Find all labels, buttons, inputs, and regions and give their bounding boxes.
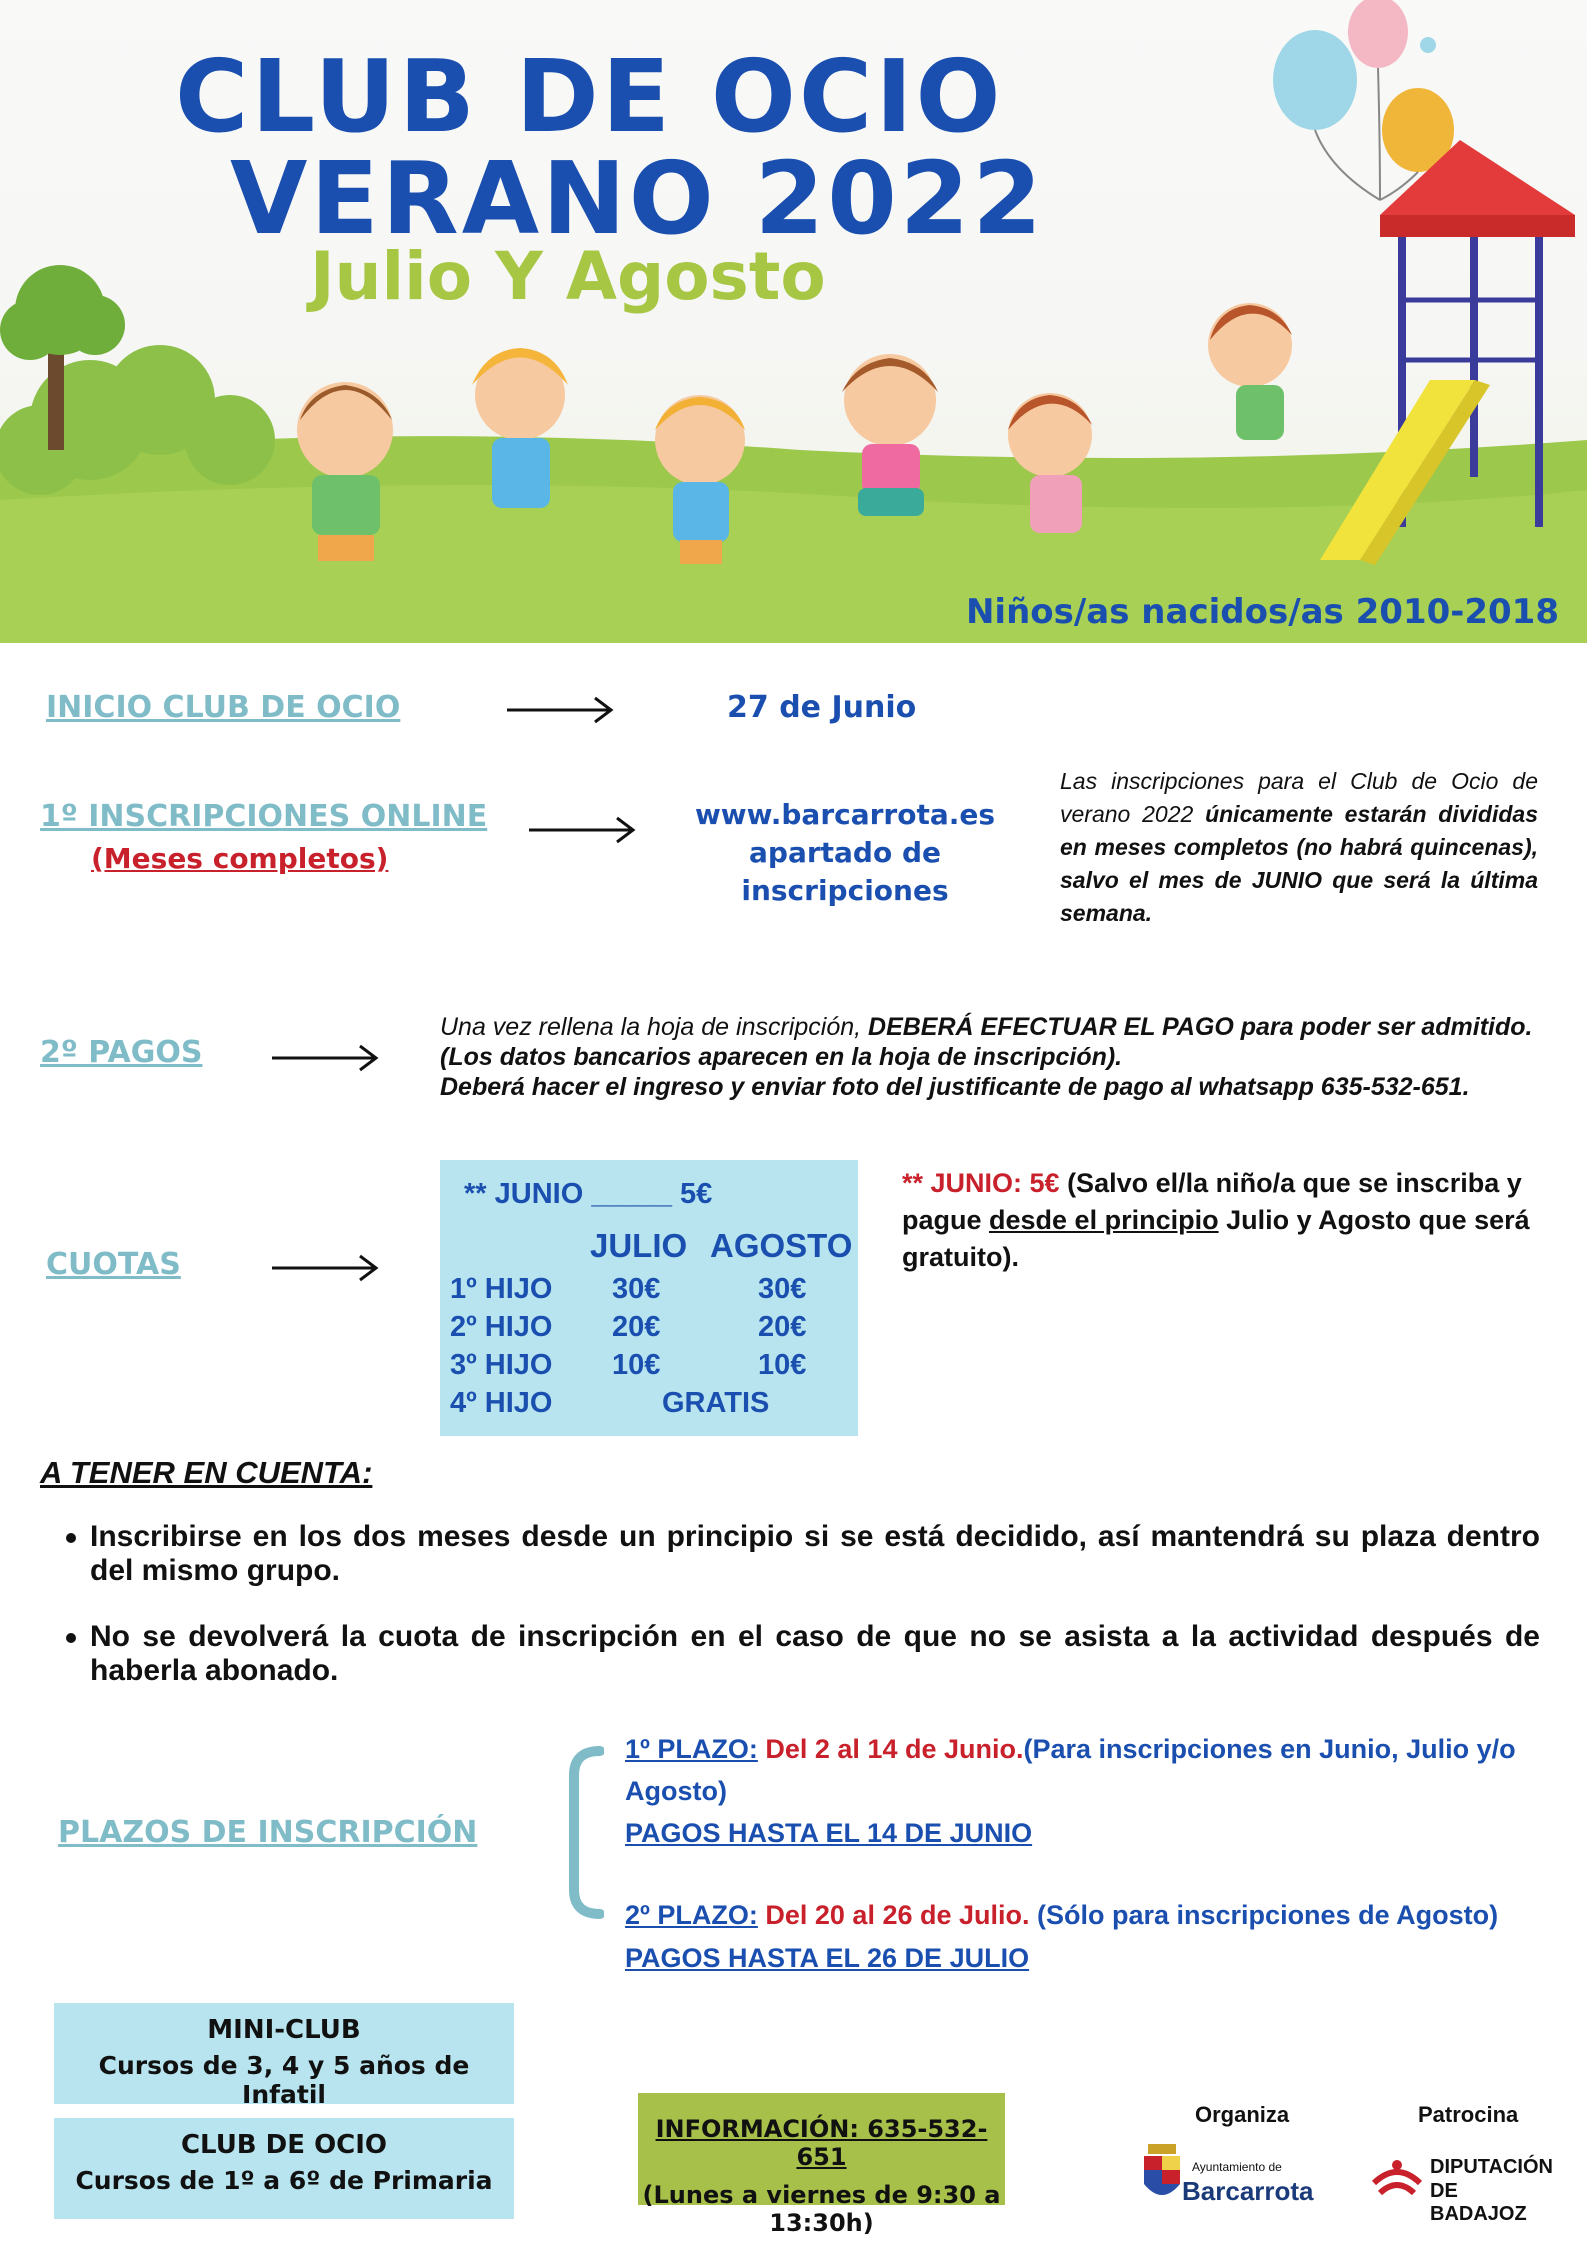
club-ocio-box: [54, 2118, 514, 2219]
website-section: apartado de inscripciones: [741, 836, 949, 907]
pagos-line1-a: Una vez rellena la hoja de inscripción,: [440, 1013, 869, 1041]
logo2-line2: DE BADAJOZ: [1430, 2180, 1527, 2225]
birth-years-range: 2010-2018: [1355, 592, 1559, 632]
inscripciones-note-a: Las inscripciones para el Club de Ocio de verano 2022: [1060, 768, 1538, 827]
cuota-row-name: 3º HIJO: [450, 1349, 553, 1381]
inscripciones-label: 1º INSCRIPCIONES ONLINE: [40, 799, 488, 834]
bullet-icon: [66, 1533, 76, 1543]
patrocina-label: Patrocina: [1418, 2102, 1519, 2127]
plazo-1-dates: Del 2 al 14 de Junio.: [757, 1734, 1024, 1764]
birth-years-note: [966, 592, 1559, 632]
arrow-right-icon: [505, 692, 617, 732]
cuota-julio: 30€: [612, 1273, 661, 1305]
arrow-right-icon: [270, 1040, 382, 1080]
club-ocio-title: CLUB DE OCIO: [180, 2130, 388, 2160]
barcarrota-logo: [1140, 2140, 1320, 2210]
pagos-text: [440, 1012, 1550, 1102]
inscripciones-note: [1060, 765, 1538, 930]
inscripciones-sublabel: (Meses completos): [91, 842, 389, 875]
plazo-2: [625, 1894, 1525, 1936]
plazo-1-desc: (Para inscripciones en Junio, Julio y/o Agosto): [625, 1734, 1516, 1806]
cuota-julio: 10€: [612, 1349, 661, 1381]
info-phone[interactable]: INFORMACIÓN: 635-532-651: [655, 2115, 988, 2171]
logo-small-text: Ayuntamiento de: [1192, 2160, 1282, 2174]
diputacion-icon: [1370, 2153, 1424, 2203]
mini-club-box: [54, 2003, 514, 2109]
list-item: [60, 1520, 1540, 1588]
info-hours: (Lunes a viernes de 9:30 a 13:30h): [642, 2181, 1001, 2237]
logo2-line1: DIPUTACIÓN: [1430, 2156, 1553, 2178]
birth-years-prefix: Niños/as nacidos/as: [965, 592, 1356, 632]
col-agosto: AGOSTO: [710, 1227, 853, 1264]
pagos-line1-b: DEBERÁ EFECTUAR EL PAGO para poder ser admitido.: [868, 1013, 1533, 1041]
cuotas-note-b: Julio y Agosto que será gratuito).: [902, 1205, 1530, 1272]
inicio-label: INICIO CLUB DE OCIO: [46, 690, 401, 725]
coat-of-arms-icon: [1140, 2140, 1184, 2206]
cuotas-note-underline: desde el principio: [989, 1205, 1219, 1235]
cuota-junio: ** JUNIO _____ 5€: [464, 1178, 713, 1210]
plazo-1: [625, 1728, 1525, 1812]
inscripciones-website[interactable]: [655, 796, 1035, 910]
diputacion-logo: [1370, 2148, 1553, 2225]
bracket-icon: [560, 1745, 604, 1920]
cuotas-label: CUOTAS: [46, 1247, 181, 1282]
title-line-1: CLUB DE OCIO: [175, 38, 1004, 155]
plazo-2-pagos: PAGOS HASTA EL 26 DE JULIO: [625, 1943, 1030, 1973]
title-line-2: VERANO 2022: [230, 140, 1045, 257]
plazo-2-label: 2º PLAZO:: [625, 1900, 758, 1930]
plazo-2-desc: (Sólo para inscripciones de Agosto): [1029, 1900, 1499, 1930]
hero-banner: [0, 0, 1587, 643]
cuota-gratis: GRATIS: [662, 1387, 770, 1419]
cuota-agosto: 20€: [758, 1311, 807, 1343]
balloons: [1273, 0, 1454, 200]
mini-club-title: MINI-CLUB: [207, 2015, 361, 2045]
list-item-text: Inscribirse en los dos meses desde un principio si se está decidido, así mantendrá su plaza dentro del mismo grupo.: [90, 1520, 1540, 1587]
inscripciones-note-b: únicamente estarán divididas en meses completos (no habrá quincenas), salvo el mes de JUNIO que será la última semana.: [1060, 801, 1538, 926]
list-item: [60, 1620, 1540, 1688]
plazo-1-label: 1º PLAZO:: [625, 1734, 758, 1764]
cuota-agosto: 30€: [758, 1273, 807, 1305]
plazos-label: PLAZOS DE INSCRIPCIÓN: [58, 1815, 478, 1850]
cuotas-note-red: ** JUNIO: 5€: [902, 1168, 1060, 1198]
cuota-row-name: 4º HIJO: [450, 1387, 553, 1419]
logo-big-text: Barcarrota: [1182, 2176, 1314, 2206]
cuota-julio: 20€: [612, 1311, 661, 1343]
arrow-right-icon: [527, 812, 639, 852]
cuota-row-name: 1º HIJO: [450, 1273, 553, 1305]
subtitle: Julio Y Agosto: [310, 238, 826, 315]
pagos-line2: (Los datos bancarios aparecen en la hoja de inscripción).: [440, 1043, 1123, 1071]
cuotas-table: [440, 1160, 858, 1436]
col-julio: JULIO: [590, 1227, 688, 1264]
cuota-row-name: 2º HIJO: [450, 1311, 553, 1343]
inicio-date: 27 de Junio: [727, 690, 917, 725]
club-ocio-desc: Cursos de 1º a 6º de Primaria: [75, 2166, 493, 2195]
bullet-icon: [66, 1633, 76, 1643]
plazo-2-dates: Del 20 al 26 de Julio.: [757, 1900, 1030, 1930]
plazo-1-pagos: PAGOS HASTA EL 14 DE JUNIO: [625, 1818, 1033, 1848]
website-url[interactable]: www.barcarrota.es: [694, 798, 996, 831]
arrow-right-icon: [270, 1250, 382, 1290]
pagos-line3: Deberá hacer el ingreso y enviar foto del justificante de pago al whatsapp 635-532-651.: [440, 1073, 1470, 1101]
pagos-label: 2º PAGOS: [40, 1035, 203, 1070]
organiza-label: Organiza: [1195, 2102, 1290, 2127]
tener-heading: A TENER EN CUENTA:: [40, 1455, 373, 1490]
cuotas-note-a: (Salvo el/la niño/a que se inscriba y pague: [902, 1168, 1522, 1235]
list-item-text: No se devolverá la cuota de inscripción en el caso de que no se asista a la actividad después de haberla abonado.: [90, 1620, 1540, 1687]
cuotas-note: [902, 1165, 1542, 1276]
mini-club-desc: Cursos de 3, 4 y 5 años de Infatil: [98, 2051, 470, 2109]
info-box: [638, 2093, 1005, 2237]
cuota-agosto: 10€: [758, 1349, 807, 1381]
